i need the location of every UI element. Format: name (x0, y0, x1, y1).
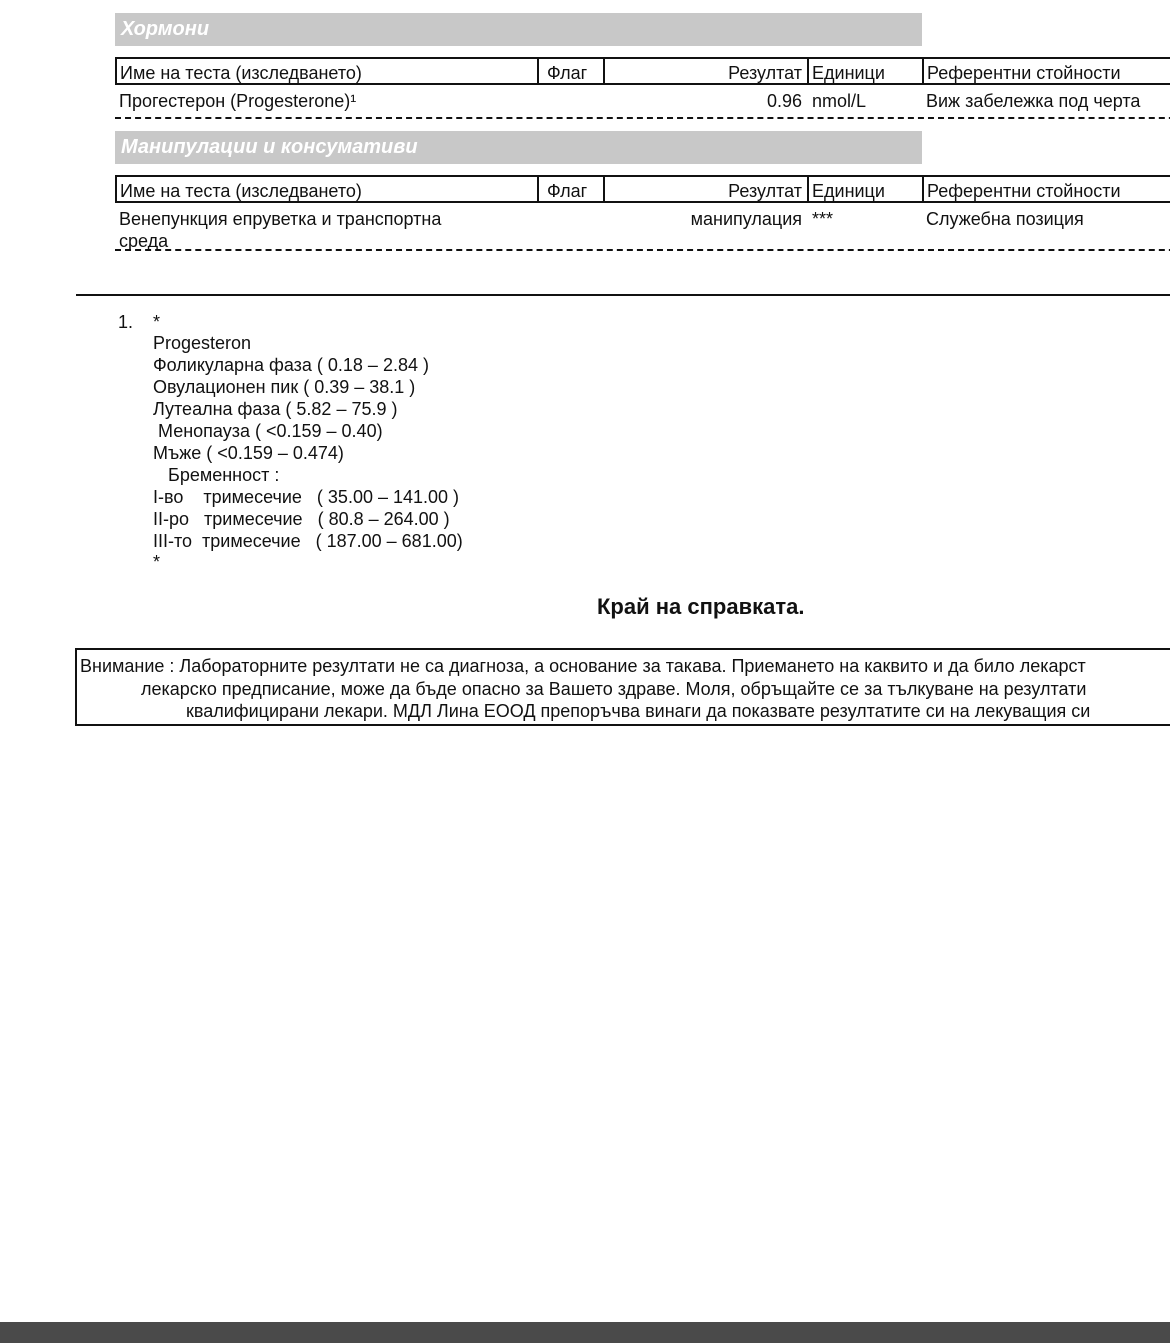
test-units: *** (812, 209, 834, 229)
column-divider (537, 177, 539, 201)
column-divider (807, 177, 809, 201)
end-of-report: Край на справката. (597, 594, 805, 619)
row-separator (115, 117, 1170, 119)
footnote-number: 1. (118, 312, 134, 332)
column-header-test-name: Име на теста (изследването) (120, 63, 362, 83)
footnote-line: * (153, 312, 161, 332)
column-header-reference: Референтни стойности (927, 181, 1121, 201)
test-name: Венепункция епруветка и транспортна (119, 209, 442, 229)
column-header-flag: Флаг (547, 63, 588, 83)
test-result: 0.96 (766, 91, 802, 111)
test-reference: Виж забележка под черта (926, 91, 1141, 111)
footnote-divider (76, 294, 1170, 296)
footnote-line: Фоликуларна фаза ( 0.18 – 2.84 ) (153, 355, 429, 375)
row-separator (115, 249, 1170, 251)
section-title: Хормони (121, 18, 210, 40)
warning-box (75, 648, 1170, 726)
column-divider (922, 177, 924, 201)
footnote-line: II-ро тримесечие ( 80.8 – 264.00 ) (153, 509, 450, 529)
table-header (115, 57, 1170, 85)
footnote-line: Менопауза ( <0.159 – 0.40) (153, 421, 383, 441)
column-header-flag: Флаг (547, 181, 588, 201)
test-units: nmol/L (812, 91, 867, 111)
column-header-units: Единици (812, 63, 885, 83)
column-header-result: Резултат (728, 181, 802, 201)
footnote-line: I-во тримесечие ( 35.00 – 141.00 ) (153, 487, 460, 507)
footnote-line: III-то тримесечие ( 187.00 – 681.00) (153, 531, 463, 551)
footnote-line: Овулационен пик ( 0.39 – 38.1 ) (153, 377, 416, 397)
column-divider (603, 59, 605, 83)
footnote-line: Мъже ( <0.159 – 0.474) (153, 443, 344, 463)
column-divider (922, 59, 924, 83)
warning-line: Внимание : Лабораторните резултати не са диагноза, а основание за такава. Приемането на каквито и да било лекарст (80, 656, 1086, 676)
table-header (115, 175, 1170, 203)
section-header-hormones (115, 13, 922, 46)
column-divider (807, 59, 809, 83)
test-result: манипулация (690, 209, 802, 229)
test-name: Прогестерон (Progesterone)¹ (119, 91, 357, 111)
warning-line: квалифицирани лекари. МДЛ Лина ЕООД препоръчва винаги да показвате резултатите си на лекуващия си (186, 701, 1091, 721)
footnote-line: Лутеална фаза ( 5.82 – 75.9 ) (153, 399, 398, 419)
test-reference: Служебна позиция (926, 209, 1084, 229)
footnote-line: * (153, 552, 161, 572)
column-header-reference: Референтни стойности (927, 63, 1121, 83)
section-title: Манипулации и консумативи (121, 136, 418, 158)
warning-line: лекарско предписание, може да бъде опасно за Вашето здраве. Моля, обръщайте се за тълкуване на резултати (141, 679, 1087, 699)
column-divider (537, 59, 539, 83)
column-header-result: Резултат (728, 63, 802, 83)
column-divider (603, 177, 605, 201)
footnote-line: Progesteron (153, 333, 252, 353)
section-header-manipulations (115, 131, 922, 164)
footnote-line: Бременност : (153, 465, 280, 485)
test-name-continued: среда (119, 231, 169, 251)
column-header-units: Единици (812, 181, 885, 201)
column-header-test-name: Име на теста (изследването) (120, 181, 362, 201)
viewer-bottom-bar (0, 1322, 1170, 1343)
